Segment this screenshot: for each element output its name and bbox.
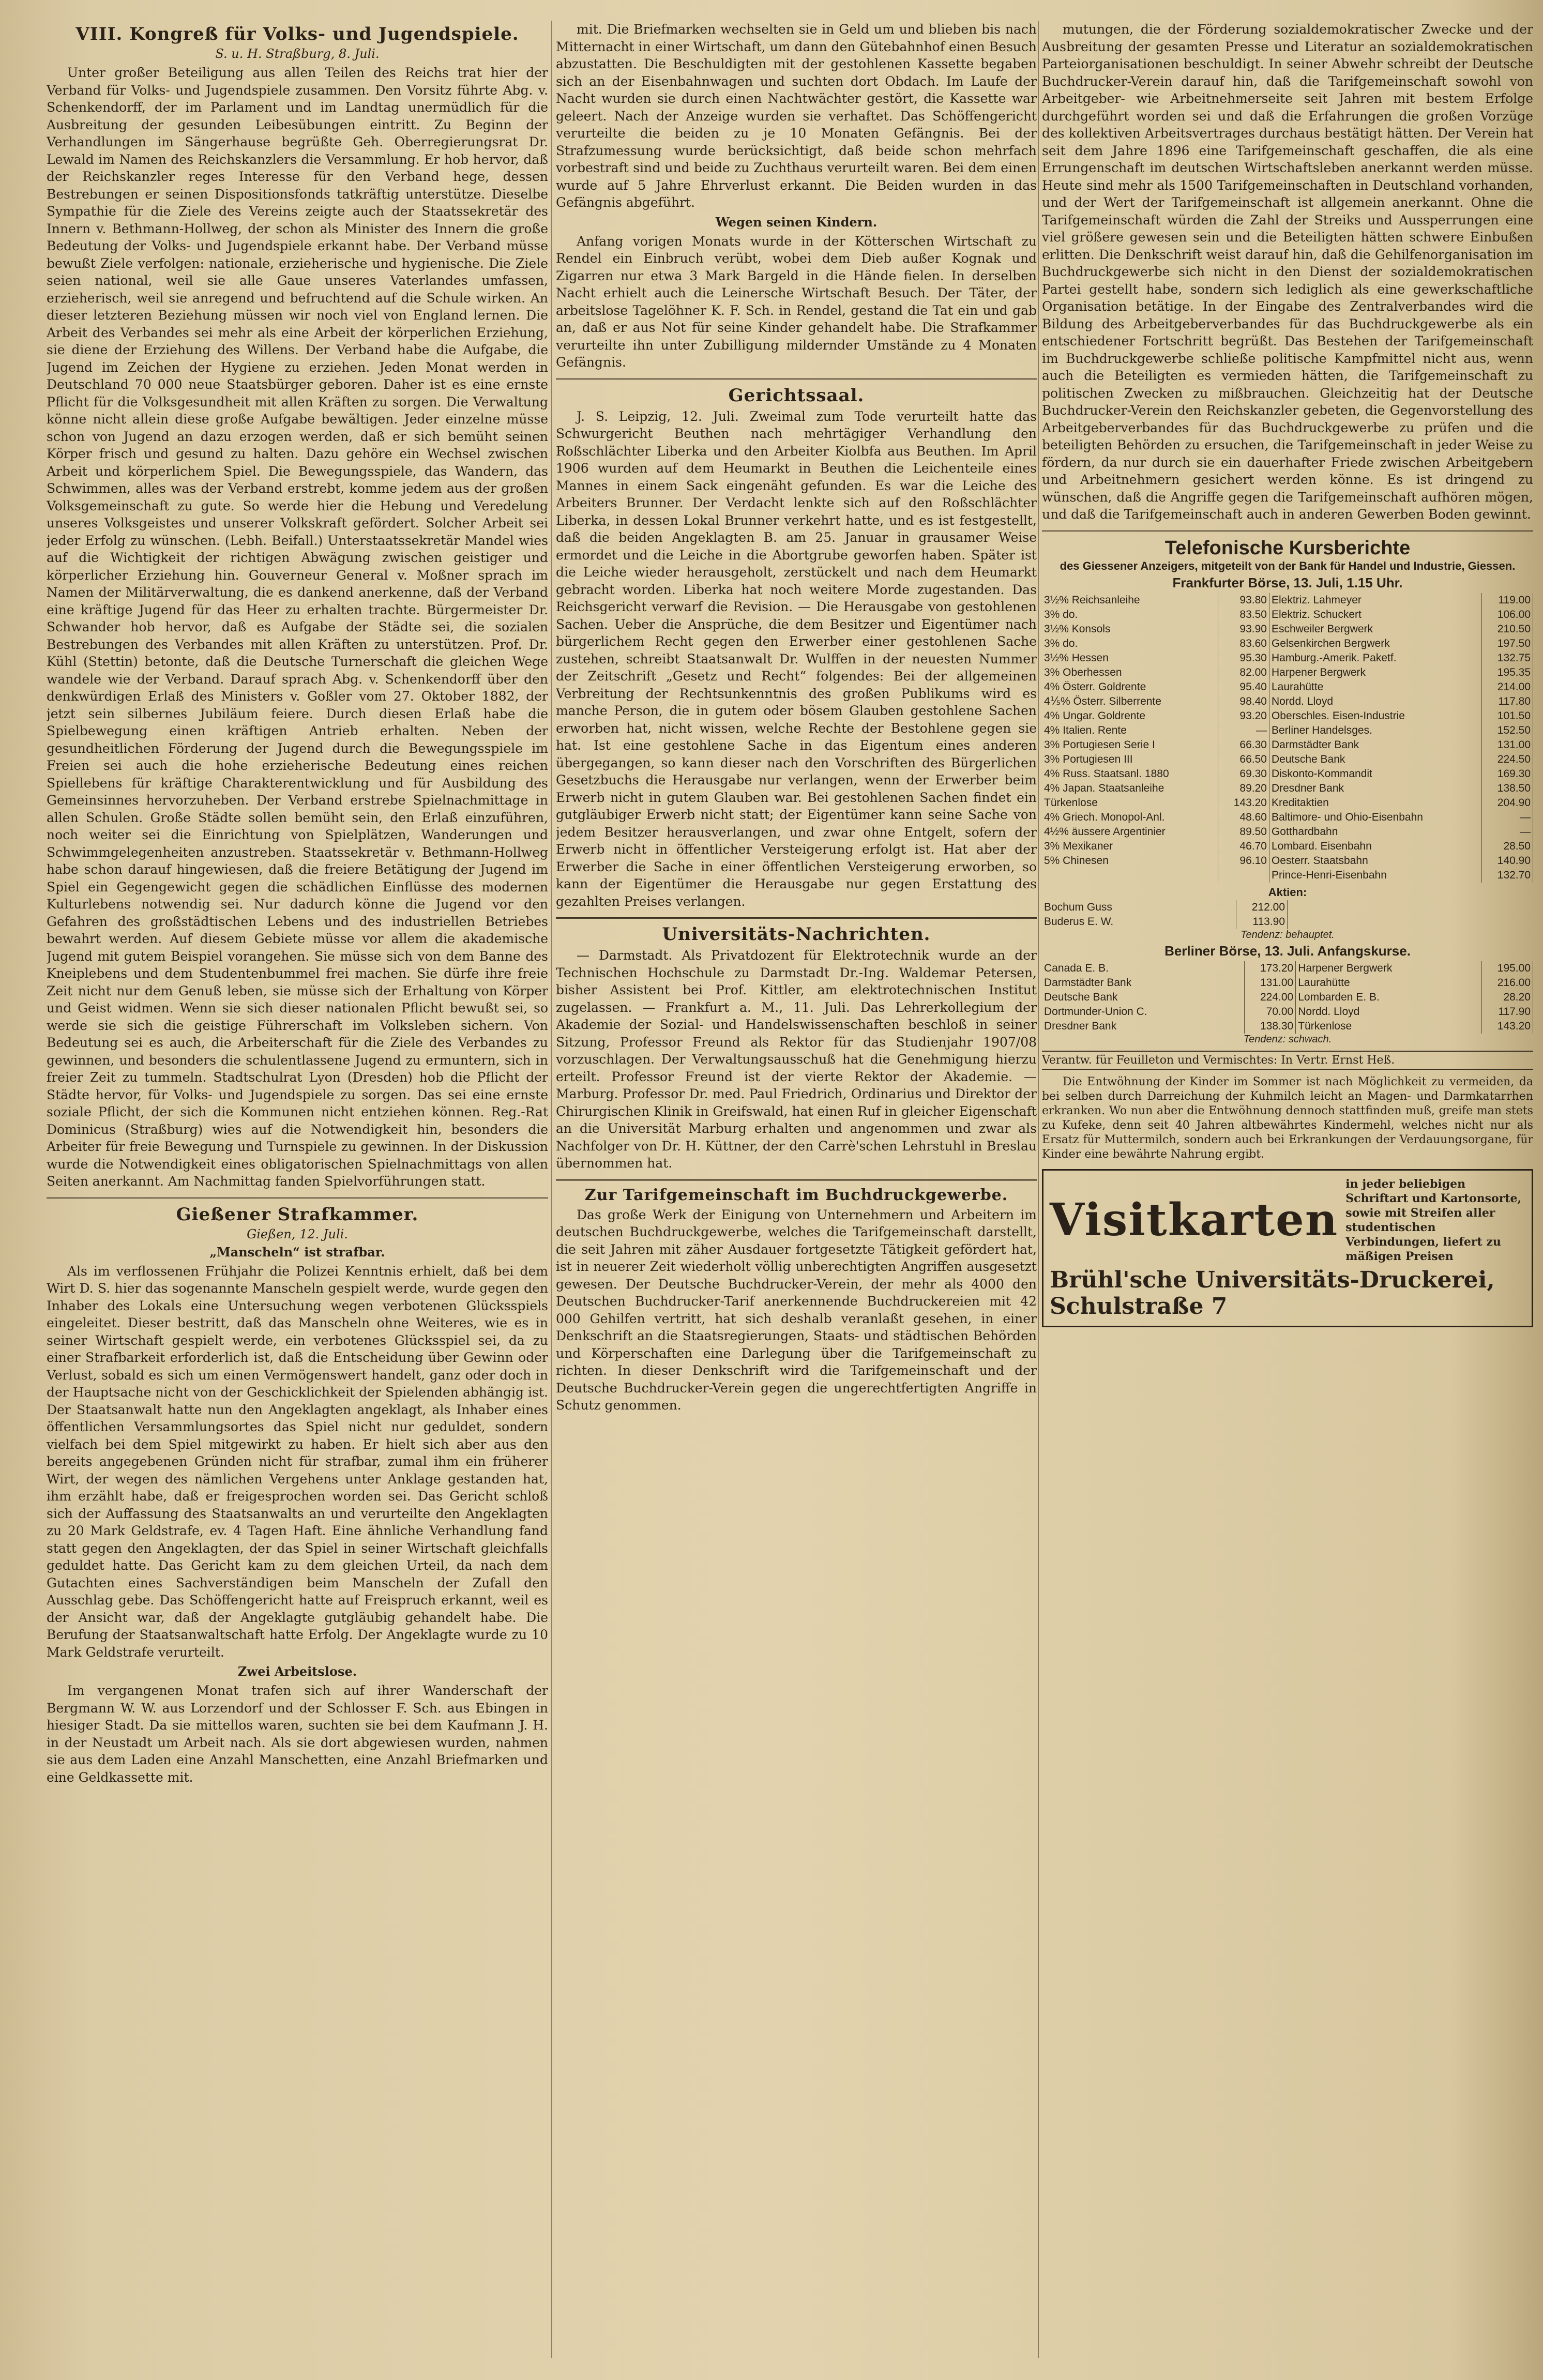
frankfurt-heading: Frankfurter Börse, 13. Juli, 1.15 Uhr. <box>1172 574 1403 590</box>
security-price: 195.35 <box>1482 665 1533 680</box>
security-price: 195.00 <box>1482 961 1533 976</box>
table-row <box>1042 976 1533 990</box>
security-price: 216.00 <box>1482 976 1533 990</box>
security-name: Nordd. Lloyd <box>1296 1005 1482 1019</box>
security-name: Diskonto-Kommandit <box>1269 767 1481 781</box>
security-name: 3½% Konsols <box>1042 622 1218 636</box>
security-name: Lombard. Eisenbahn <box>1269 839 1481 854</box>
ad-description: in jeder beliebigen Schriftart und Kartonsorte, sowie mit Streifen aller studentischen Verbindungen, liefert zu mäßigen Preisen <box>1345 1177 1522 1263</box>
berlin-heading: Berliner Börse, 13. Juli. Anfangskurse. <box>1164 943 1411 959</box>
security-name: Lombarden E. B. <box>1296 990 1482 1005</box>
aktien-table <box>1042 900 1288 929</box>
security-price: 82.00 <box>1218 665 1269 680</box>
section-body: Anfang vorigen Monats wurde in der Kötterschen Wirtschaft zu Rendel ein Einbruch verübt, wobei dem Dieb außer Kognak und Zigarren nur etwa 3 Mark Bargeld in die Hände fielen. In derselben Nacht erhielt auch die Leinersche Wirtschaft Besuch. Der Täter, der arbeitslose Tagelöhner K. F. Sch. in Rendel, gestand die Tat ein und gab an, daß er aus Not für seine Kinder gehandelt habe. Die Strafkammer verurteilte ihn unter Zubilligung mildernder Umstände zu 4 Monaten Gefängnis. <box>556 233 1037 370</box>
advert-note: Die Entwöhnung der Kinder im Sommer ist nach Möglichkeit zu vermeiden, da bei selben durch Darreichung der Kuhmilch leicht an Magen- und Darmkatarrhen erkranken. Wo nun aber die Entwöhnung dennoch stattfinden muß, greife man stets zu Kufeke, denn seit 40 Jahren altbewährtes Kindermehl, welches nicht nur als Ersatz für Muttermilch, sondern auch bei Erkrankungen der Verdauungsorgane, für Kinder eine bewährte Nahrung ergibt. <box>1042 1075 1533 1161</box>
security-price: 210.50 <box>1482 622 1533 636</box>
security-name: 3% do. <box>1042 636 1218 651</box>
security-price: 95.40 <box>1218 680 1269 694</box>
security-name: Oesterr. Staatsbahn <box>1269 854 1481 868</box>
section-heading: Zur Tarifgemeinschaft im Buchdruckgewerbe. <box>584 1186 1008 1204</box>
column-3 <box>1042 21 1533 2358</box>
security-name: Prince-Henri-Eisenbahn <box>1269 868 1481 883</box>
table-row <box>1042 810 1533 825</box>
column-1 <box>47 21 548 2358</box>
kursberichte-subtitle: des Giessener Anzeigers, mitgeteilt von der Bank für Handel und Industrie, Giessen. <box>1060 559 1516 572</box>
security-name: 3½% Reichsanleihe <box>1042 593 1218 608</box>
security-name: Dresdner Bank <box>1042 1019 1245 1034</box>
security-name: Elektriz. Schuckert <box>1269 608 1481 622</box>
frankfurt-table <box>1042 593 1533 883</box>
security-name: 3% Oberhessen <box>1042 665 1218 680</box>
security-name: Deutsche Bank <box>1269 752 1481 767</box>
security-name: 5% Chinesen <box>1042 854 1218 868</box>
security-price: 66.50 <box>1218 752 1269 767</box>
separator <box>556 378 1037 380</box>
security-name: Gelsenkirchen Bergwerk <box>1269 636 1481 651</box>
security-name: Canada E. B. <box>1042 961 1245 976</box>
security-price: 96.10 <box>1218 854 1269 868</box>
security-price <box>1218 868 1269 883</box>
security-name: Eschweiler Bergwerk <box>1269 622 1481 636</box>
security-price: 132.75 <box>1482 651 1533 665</box>
table-row <box>1042 593 1533 608</box>
security-name: 3½% Hessen <box>1042 651 1218 665</box>
table-row <box>1042 738 1533 752</box>
security-price: 119.00 <box>1482 593 1533 608</box>
table-row <box>1042 694 1533 709</box>
section-body: J. S. Leipzig, 12. Juli. Zweimal zum Tode verurteilt hatte das Schwurgericht Beuthen nach mehrtägiger Verhandlung den Roßschlächter Liberka und den Arbeiter Kiolbfa aus Beuthen. Im April 1906 wurden auf dem Heumarkt in Beuthen die Leichenteile eines Mannes in einem Sack eingenäht gefunden. Es war die Leiche des Arbeiters Brunner. Der Verdacht lenkte sich auf den Roßschlächter Liberka, in dessen Lokal Brunner verkehrt hatte, und es ist festgestellt, daß die beiden Angeklagten B. am 25. Januar in grausamer Weise ermordet und die Leiche in die Abortgrube geworfen haben. Später ist die Leiche wieder herausgeholt, zerstückelt und nach dem Heumarkt gebracht worden. Liberka hat noch weitere Morde zugestanden. Das Reichsgericht verwarf die Revision. — Die Herausgabe von gestohlenen Sachen. Ueber die Ansprüche, die dem Besitzer und Eigentümer nach bürgerlichem Recht gegen den Erwerber einer gestohlenen Sache zustehen, schreibt Staatsanwalt Dr. Wulffen in der neuesten Nummer der Zeitschrift „Gesetz und Recht“ folgendes: Bei der allgemeinen Verbreitung der Rechtsunkenntnis des großen Publikums wird es manche Person, die in gutem oder bösem Glauben gestohlene Sachen erworben hat, nicht wissen, welche Rechte der Bestohlene gegen sie hat. Ist eine gestohlene Sache in das Eigentum eines anderen übergegangen, so kann dieser nach den Vorschriften des Bürgerlichen Gesetzbuchs die Herausgabe nur verlangen, wenn der Erwerber beim Erwerb nicht in gutem Glauben war. Bei gestohlenen Sachen findet ein gutgläubiger Erwerb nicht statt; der Eigentümer kann seine Sache von jedem Besitzer herausverlangen, und zwar ohne Entgelt, sofern der Erwerb nicht in öffentlicher Versteigerung erfolgt ist. Hat aber der Erwerber die Sache in einer öffentlichen Versteigerung erworben, so kann der Eigentümer die Herausgabe nur gegen Erstattung des gezahlten Preises verlangen. <box>556 408 1037 909</box>
security-name: Laurahütte <box>1296 976 1482 990</box>
separator <box>556 917 1037 919</box>
tendenz-text: Tendenz: schwach. <box>1243 1033 1332 1045</box>
security-price: 93.80 <box>1218 593 1269 608</box>
subsection-heading: Wegen seinen Kindern. <box>715 214 878 230</box>
security-name: Darmstädter Bank <box>1269 738 1481 752</box>
security-name: 4% Griech. Monopol-Anl. <box>1042 810 1218 825</box>
security-name: Türkenlose <box>1296 1019 1482 1034</box>
security-price: 93.90 <box>1218 622 1269 636</box>
security-price: 83.60 <box>1218 636 1269 651</box>
subsection-heading: „Manscheln“ ist strafbar. <box>209 1244 385 1260</box>
security-name: 4% Russ. Staatsanl. 1880 <box>1042 767 1218 781</box>
security-name: 3% Portugiesen III <box>1042 752 1218 767</box>
section-body: Im vergangenen Monat trafen sich auf ihrer Wanderschaft der Bergmann W. W. aus Lorzendorf und der Schlosser F. Sch. aus Ebingen in hiesiger Stadt. Da sie mittellos waren, suchten sie bei dem Kaufmann J. H. in der Neustadt um Arbeit nach. Als sie dort abgewiesen wurden, nahmen sie aus dem Laden eine Anzahl Manschetten, eine Anzahl Briefmarken und eine Geldkassette mit. <box>47 1683 548 1785</box>
table-row <box>1042 709 1533 723</box>
article-body: mutungen, die der Förderung sozialdemokratischer Zwecke und der Ausbreitung der gesamten Presse und Literatur an sozialdemokratischen Parteiorganisationen beschuldigt. In seiner Abwehr schreibt der Deutsche Buchdrucker-Verein darauf hin, daß die Tarifgemeinschaft sowohl von Arbeitgeber- wie Arbeitnehmerseite seit Jahren mit bestem Erfolge durchgeführt worden sei und daß die Erfahrungen die großen Vorzüge des kollektiven Arbeitsvertrages durchaus bestätigt hätten. Der Verein hat seit dem Jahre 1896 eine Tarifgemeinschaft geschaffen, die als eine Errungenschaft im deutschen Wirtschaftsleben anerkannt werden müsse. Heute sind mehr als 1500 Tarifgemeinschaften in Deutschland vorhanden, und der Wert der Tarifgemeinschaft ist allgemein anerkannt. Ohne die Tarifgemeinschaft würden die Zahl der Streiks und Aussperrungen eine viel größere gewesen sein und die Beteiligten hätten schwere Einbußen erlitten. Die Denkschrift weist darauf hin, daß die Gehilfenorganisation im Buchdruckgewerbe sich nicht in den Dienst der sozialdemokratischen Partei gestellt habe, sondern sich lediglich als eine gewerkschaftliche Organisation betätige. In der Eingabe des Zentralverbandes wird die Bildung des Arbeitgeberverbandes für das Buchdruckgewerbe als ein entschiedener Fortschritt begrüßt. Das Bestehen der Tarifgemeinschaft im Buchdruckgewerbe schließe politische Kampfmittel nicht aus, wenn auch die Beteiligten es vermieden hätten, die Tarifgemeinschaft zu politischen Zwecken zu mißbrauchen. Gleichzeitig hat der Deutsche Buchdrucker-Verein den Reichskanzler gebeten, die Gegenvorstellung des Arbeitgeberverbandes für das Buchdruckgewerbe zu prüfen und die beteiligten Behörden zu ersuchen, die Tarifgemeinschaft in jeder Weise zu fördern, da nur durch sie ein dauerhafter Friede zwischen Arbeitgebern und Arbeitnehmern gesichert werden könne. Es ist dringend zu wünschen, daß die Angriffe gegen die Tarifgemeinschaft aufhören mögen, und daß die Tarifgemeinschaft auch in anderen Gewerben Boden gewinnt. <box>1042 22 1533 522</box>
section-heading: Gießener Strafkammer. <box>176 1204 419 1225</box>
security-price: 28.50 <box>1482 839 1533 854</box>
security-name: Harpener Bergwerk <box>1296 961 1482 976</box>
table-row <box>1042 781 1533 796</box>
subsection-heading: Zwei Arbeitslose. <box>237 1664 357 1679</box>
security-price: 197.50 <box>1482 636 1533 651</box>
security-price: 89.20 <box>1218 781 1269 796</box>
security-price: 140.90 <box>1482 854 1533 868</box>
security-price: 46.70 <box>1218 839 1269 854</box>
security-price: 132.70 <box>1482 868 1533 883</box>
security-name: Türkenlose <box>1042 796 1218 810</box>
security-price: 66.30 <box>1218 738 1269 752</box>
security-name: 4½% äussere Argentinier <box>1042 825 1218 839</box>
tendenz-text: Tendenz: behauptet. <box>1241 929 1335 941</box>
table-row <box>1042 796 1533 810</box>
security-price: 173.20 <box>1245 961 1296 976</box>
section-body: — Darmstadt. Als Privatdozent für Elektrotechnik wurde an der Technischen Hochschule zu Darmstadt Dr.-Ing. Waldemar Petersen, bisher Assistent bei Prof. Kittler, am elektrotechnischen Institut zugelassen. — Frankfurt a. M., 11. Juli. Das Lehrerkollegium der Akademie der Sozial- und Handelswissenschaften beschloß in seiner Sitzung, Professor Freund als Rektor für das Studienjahr 1907/08 vorzuschlagen. Der Verwaltungsausschuß hat die Genehmigung hierzu erteilt. Professor Freund ist der vierte Rektor der Akademie. — Marburg. Professor Dr. med. Paul Friedrich, Ordinarius und Direktor der Chirurgischen Klinik in Greifswald, hat einen Ruf in gleicher Eigenschaft an die Universität Marburg erhalten und angenommen und zwar als Nachfolger von Dr. H. Küttner, der den Carrè'schen Lehrstuhl in Breslau übernommen hat. <box>556 948 1037 1171</box>
security-name: 3% do. <box>1042 608 1218 622</box>
advertisement <box>1042 1169 1533 1327</box>
security-price: 101.50 <box>1482 709 1533 723</box>
security-price: — <box>1482 810 1533 825</box>
security-price: 89.50 <box>1218 825 1269 839</box>
security-name: Dortmunder-Union C. <box>1042 1005 1245 1019</box>
security-name: Harpener Bergwerk <box>1269 665 1481 680</box>
security-price: 69.30 <box>1218 767 1269 781</box>
security-price: 224.50 <box>1482 752 1533 767</box>
security-name: 4% Ungar. Goldrente <box>1042 709 1218 723</box>
berlin-table <box>1042 961 1533 1034</box>
security-price: 117.90 <box>1482 1005 1533 1019</box>
security-price: 48.60 <box>1218 810 1269 825</box>
table-row <box>1042 622 1533 636</box>
security-name: 3% Portugiesen Serie I <box>1042 738 1218 752</box>
security-price: 131.00 <box>1482 738 1533 752</box>
security-price: 117.80 <box>1482 694 1533 709</box>
kursberichte-title: Telefonische Kursberichte <box>1164 537 1411 559</box>
section-heading: Gerichtssaal. <box>728 385 865 406</box>
table-row <box>1042 839 1533 854</box>
section-dateline: Gießen, 12. Juli. <box>247 1226 348 1241</box>
table-row <box>1042 915 1288 929</box>
table-row <box>1042 854 1533 868</box>
security-name: 4⅕% Österr. Silberrente <box>1042 694 1218 709</box>
section-heading: Universitäts-Nachrichten. <box>662 924 931 945</box>
table-row <box>1042 665 1533 680</box>
column-divider <box>1038 21 1039 2358</box>
responsibility-note: Verantw. für Feuilleton und Vermischtes: In Vertr. Ernst Heß. <box>1042 1051 1533 1070</box>
security-name: Oberschles. Eisen-Industrie <box>1269 709 1481 723</box>
security-name: Nordd. Lloyd <box>1269 694 1481 709</box>
security-price: 131.00 <box>1245 976 1296 990</box>
ad-printer: Brühl'sche Universitäts-Druckerei, Schulstraße 7 <box>1050 1266 1495 1320</box>
security-name: 4% Italien. Rente <box>1042 723 1218 738</box>
security-name: Buderus E. W. <box>1042 915 1236 929</box>
article-body: Unter großer Beteiligung aus allen Teilen des Reichs trat hier der Verband für Volks- und Jugendspiele zusammen. Den Vorsitz führte Abg. v. Schenkendorff, der im Parlament und im Landtag unermüdlich für die Ausbreitung der gesunden Leibesübungen eintritt. Zu Beginn der Verhandlungen im Sängerhause begrüßte Geh. Oberregierungsrat Dr. Lewald im Namen des Reichskanzlers die Versammlung. Er hob hervor, daß der Reichskanzler reges Interesse für den Verband hege, dessen Bestrebungen er seinen Dispositionsfonds tatkräftig unterstütze. Dieselbe Sympathie für die Ziele des Vereins zeigte auch der Staatssekretär des Innern v. Bethmann-Hollweg, der schon als Minister des Innern die große Bedeutung der Volks- und Jugendspiele erkannt habe. Der Verband müsse bewußt Ziele verfolgen: nationale, erzieherische und hygienische. Die Ziele seien national, weil sie alle Gaue unseres Vaterlandes umfassen, erzieherisch, weil sie anregend und befruchtend auf die Schule wirken. An dieser letzteren Beziehung müssen wir noch viel von England lernen. Die Arbeit des Verbandes sei mehr als eine Arbeit der körperlichen Erziehung, sie diene der Erziehung des Willens. Der Verband habe die Aufgabe, die Jugend im Zeichen der Hygiene zu erziehen. Jeden Monat werden in Deutschland 70 000 neue Staatsbürger geboren. Daher ist es eine ernste Pflicht für die Volksgesundheit mit allen Kräften zu sorgen. Die Verwaltung könne nicht allein diese große Aufgabe bewältigen. Jeder einzelne müsse schon von Jugend an dazu erzogen werden, daß er sich bemüht seinen Körper frisch und gesund zu halten. Dazu gehöre ein Wechsel zwischen Arbeit und körperlichem Spiel. Die Bewegungsspiele, das Wandern, das Schwimmen, alles was der Verband erstrebt, komme jedem aus der großen Volksgemeinschaft zu gute. So werde hier die Hebung und Veredelung unseres Volksgeistes und unserer Volkskraft gefördert. Solcher Arbeit sei jeder Erfolg zu wünschen. (Lebh. Beifall.) Unterstaatssekretär Mandel wies auf die Wichtigkeit der richtigen Abwägung zwischen geistiger und körperlicher Erziehung hin. Gouverneur General v. Moßner sprach im Namen der Militärverwaltung, die es dankend anerkenne, daß der Verband eine kräftige Jugend für das Heer zu erhalten trachte. Bürgermeister Dr. Schwander hob hervor, daß es Aufgabe der Städte sei, die sozialen Bestrebungen des Verbandes mit allen Kräften zu unterstützen. Prof. Dr. Kühl (Stettin) betonte, daß die Deutsche Turnerschaft die gleichen Wege wandele wie der Verband. Darauf sprach Abg. v. Schenkendorff über den denkwürdigen Erlaß des Ministers v. Goßler vom 27. Oktober 1882, der jetzt sein silbernes Jubiläum feiere. Durch diesen Erlaß habe die Spielbewegung einen kräftigen Antrieb erhalten. Neben der gesundheitlichen Förderung der Jugend durch die Bewegungsspiele im Freien sei auch die hohe erzieherische Bedeutung eines reichen Spiellebens für kräftige Charakterentwicklung und für Ausbildung des Gemeinsinnes hervorzuheben. Der Verband erstrebe Spielnachmittage in allen Schulen. Große Städte sollen bemüht sein, den Erlaß einzuführen, noch weiter sei die Einrichtung von Spielplätzen, Wanderungen und Schwimmgelegenheiten anzustreben. Staatssekretär v. Bethmann-Hollweg habe schon darauf hingewiesen, daß die freiere Betätigung der Jugend im Spiel ein Gegengewicht gegen die schädlichen Einflüsse des modernen Kulturlebens notwendig sei. Nur dadurch könne die Jugend vor den Gefahren des großstädtischen Lebens und des industriellen Betriebes bewahrt werden. Auf diesem Gebiete müsse vor allem die akademische Jugend mit gutem Beispiel vorangehen. Sie müsse sich von dem Banne des Kneiplebens und dem Studentenbummel frei machen. Sie dürfe ihre freie Zeit nicht nur dem Genuß leben, sie müsse sich der Erhaltung von Körper und Geist widmen. Wenn sie sich dieser nationalen Pflicht bewußt sei, so werde sie sich die geistige Führerschaft im Volksleben sichern. Von Bedeutung sei es auch, die Arbeiterschaft für die Ziele des Verbandes zu gewinnen, und besonders die schulentlassene Jugend zu ermuntern, sich in freier Zeit zu tummeln. Stadtschulrat Lyon (Dresden) hob die Pflicht der Städte hervor, für Volks- und Jugendspiele zu sorgen. Das sei eine ernste soziale Pflicht, der sich die Kommunen nicht entziehen können. Reg.-Rat Dominicus (Straßburg) wies auf die Notwendigkeit hin, besonders die Arbeiter für freie Bewegung und Turnspiele zu gewinnen. In der Diskussion wurde die Notwendigkeit eines obligatorischen Spielnachmittags von allen Seiten anerkannt. Am Nachmittag fanden Spielvorführungen statt. <box>47 65 548 1189</box>
table-row <box>1042 636 1533 651</box>
separator <box>556 1179 1037 1181</box>
security-price: 152.50 <box>1482 723 1533 738</box>
security-name: Gotthardbahn <box>1269 825 1481 839</box>
security-name: Deutsche Bank <box>1042 990 1245 1005</box>
security-price: 224.00 <box>1245 990 1296 1005</box>
table-row <box>1042 651 1533 665</box>
ad-headline: Visitkarten <box>1050 1193 1339 1246</box>
column-2 <box>556 21 1037 2358</box>
separator <box>47 1197 548 1199</box>
security-name: 3% Mexikaner <box>1042 839 1218 854</box>
security-name: Berliner Handelsges. <box>1269 723 1481 738</box>
section-body: Das große Werk der Einigung von Unternehmern und Arbeitern im deutschen Buchdruckgewerbe, welches die Tarifgemeinschaft darstellt, die seit Jahren mit zäher Ausdauer fortgesetzte Tätigkeit gefördert hat, ist in neuerer Zeit wiederholt völlig unberechtigten Angriffen ausgesetzt gewesen. Der Deutsche Buchdrucker-Verein, der mehr als 4000 den Deutschen Buchdrucker-Tarif anerkennende Buchdruckereien mit 42 000 Gehilfen vertritt, hat sich deshalb veranlaßt gesehen, in einer Denkschrift an die Staatsregierungen, Staats- und städtischen Behörden und Körperschaften eine Darlegung über die Tarifgemeinschaft zu richten. In dieser Denkschrift wird die Tarifgemeinschaft und der Deutsche Buchdrucker-Verein gegen die ungerechtfertigten Angriffe in Schutz genommen. <box>556 1207 1037 1413</box>
security-price: 138.50 <box>1482 781 1533 796</box>
security-name: Kreditaktien <box>1269 796 1481 810</box>
table-row <box>1042 608 1533 622</box>
table-row <box>1042 990 1533 1005</box>
aktien-heading: Aktien: <box>1268 885 1307 899</box>
security-name: Bochum Guss <box>1042 900 1236 915</box>
section-body: Als im verflossenen Frühjahr die Polizei Kenntnis erhielt, daß bei dem Wirt D. S. hier das sogenannte Manscheln gespielt werde, wurde gegen den Inhaber des Lokals eine Untersuchung wegen verbotenen Glücksspiels eingeleitet. Dieser bestritt, daß das Manscheln ohne Weiteres, wie es in seiner Wirtschaft gespielt werde, ein verbotenes Glücksspiel sei, da zu einer Strafbarkeit erforderlich ist, daß die Entscheidung über Gewinn oder Verlust, sobald es sich um einen Vermögenswert handelt, ganz oder doch in der Hauptsache nicht von der Geschicklichkeit der Spielenden abhängig ist. Der Staatsanwalt hatte nun den Angeklagten angeklagt, als Inhaber eines öffentlichen Versammlungsortes das Spiel nicht nur geduldet, sondern vielfach bei dem Spiel mitgewirkt zu haben. Er hielt sich aber aus den bereits angegebenen Gründen nicht für strafbar, zumal ihm ein früherer Wirt, der wegen des nämlichen Vergehens unter Anklage gestanden hat, ihm erzählt habe, daß er freigesprochen worden sei. Das Gericht schloß sich der Auffassung des Staatsanwalts an und verurteilte den Angeklagten zu 20 Mark Geldstrafe, ev. 4 Tagen Haft. Eine ähnliche Verhandlung fand statt gegen den Angeklagten, der das Spiel in seiner Wirtschaft gleichfalls geduldet hatte. Das Gericht kam zu dem gleichen Urteil, da nach dem Gutachten eines Sachverständigen beim Manscheln der Zufall den Ausschlag gebe. Das Schöffengericht hatte auf Freispruch erkannt, weil es der Ansicht war, daß der Angeklagte gutgläubig gehandelt habe. Die Berufung der Staatsanwaltschaft hatte Erfolg. Der Angeklagte wurde zu 10 Mark Geldstrafe verurteilt. <box>47 1263 548 1660</box>
table-row <box>1042 752 1533 767</box>
security-price: — <box>1482 825 1533 839</box>
security-name <box>1042 868 1218 883</box>
security-name: Dresdner Bank <box>1269 781 1481 796</box>
security-name: Hamburg.-Amerik. Paketf. <box>1269 651 1481 665</box>
table-row <box>1042 868 1533 883</box>
table-row <box>1042 680 1533 694</box>
security-price: 204.90 <box>1482 796 1533 810</box>
table-row <box>1042 961 1533 976</box>
article-body: mit. Die Briefmarken wechselten sie in Geld um und blieben bis nach Mitternacht in einer Wirtschaft, um dann den Gütebahnhof einen Besuch abzustatten. Die Beschuldigten mit der gestohlenen Kassette begaben sich an der Eisenbahnwagen und suchten dort Obdach. Im Laufe der Nacht wurden sie durch einen Nachtwächter gestört, die Kassette war geleert. Nach der Anzeige wurden sie verhaftet. Das Schöffengericht verurteilte die beiden zu je 10 Monaten Gefängnis. Bei der Strafzumessung wurde berücksichtigt, daß beide schon mehrfach vorbestraft sind und beide zu Zuchthaus verurteilt waren. Bei dem einen wurde auf 5 Jahre Ehrverlust erkannt. Die Beiden wurden in das Gefängnis abgeführt. <box>556 22 1037 210</box>
security-price: 93.20 <box>1218 709 1269 723</box>
table-row <box>1042 825 1533 839</box>
article-heading: VIII. Kongreß für Volks- und Jugendspiele. <box>75 24 519 44</box>
security-price: 95.30 <box>1218 651 1269 665</box>
security-price: 98.40 <box>1218 694 1269 709</box>
security-price: — <box>1218 723 1269 738</box>
security-price: 70.00 <box>1245 1005 1296 1019</box>
column-divider <box>551 21 552 2358</box>
security-price: 143.20 <box>1482 1019 1533 1034</box>
security-name: Darmstädter Bank <box>1042 976 1245 990</box>
separator <box>1042 530 1533 532</box>
security-price: 169.30 <box>1482 767 1533 781</box>
security-price: 212.00 <box>1236 900 1288 915</box>
security-price: 138.30 <box>1245 1019 1296 1034</box>
security-name: 4% Japan. Staatsanleihe <box>1042 781 1218 796</box>
security-price: 214.00 <box>1482 680 1533 694</box>
table-row <box>1042 723 1533 738</box>
security-price: 28.20 <box>1482 990 1533 1005</box>
table-row <box>1042 900 1288 915</box>
article-dateline: S. u. H. Straßburg, 8. Juli. <box>215 47 380 61</box>
security-name: Elektriz. Lahmeyer <box>1269 593 1481 608</box>
table-row <box>1042 1019 1533 1034</box>
security-price: 83.50 <box>1218 608 1269 622</box>
security-name: 4% Österr. Goldrente <box>1042 680 1218 694</box>
security-price: 106.00 <box>1482 608 1533 622</box>
table-row <box>1042 767 1533 781</box>
security-name: Baltimore- und Ohio-Eisenbahn <box>1269 810 1481 825</box>
security-name: Laurahütte <box>1269 680 1481 694</box>
security-price: 113.90 <box>1236 915 1288 929</box>
security-price: 143.20 <box>1218 796 1269 810</box>
table-row <box>1042 1005 1533 1019</box>
